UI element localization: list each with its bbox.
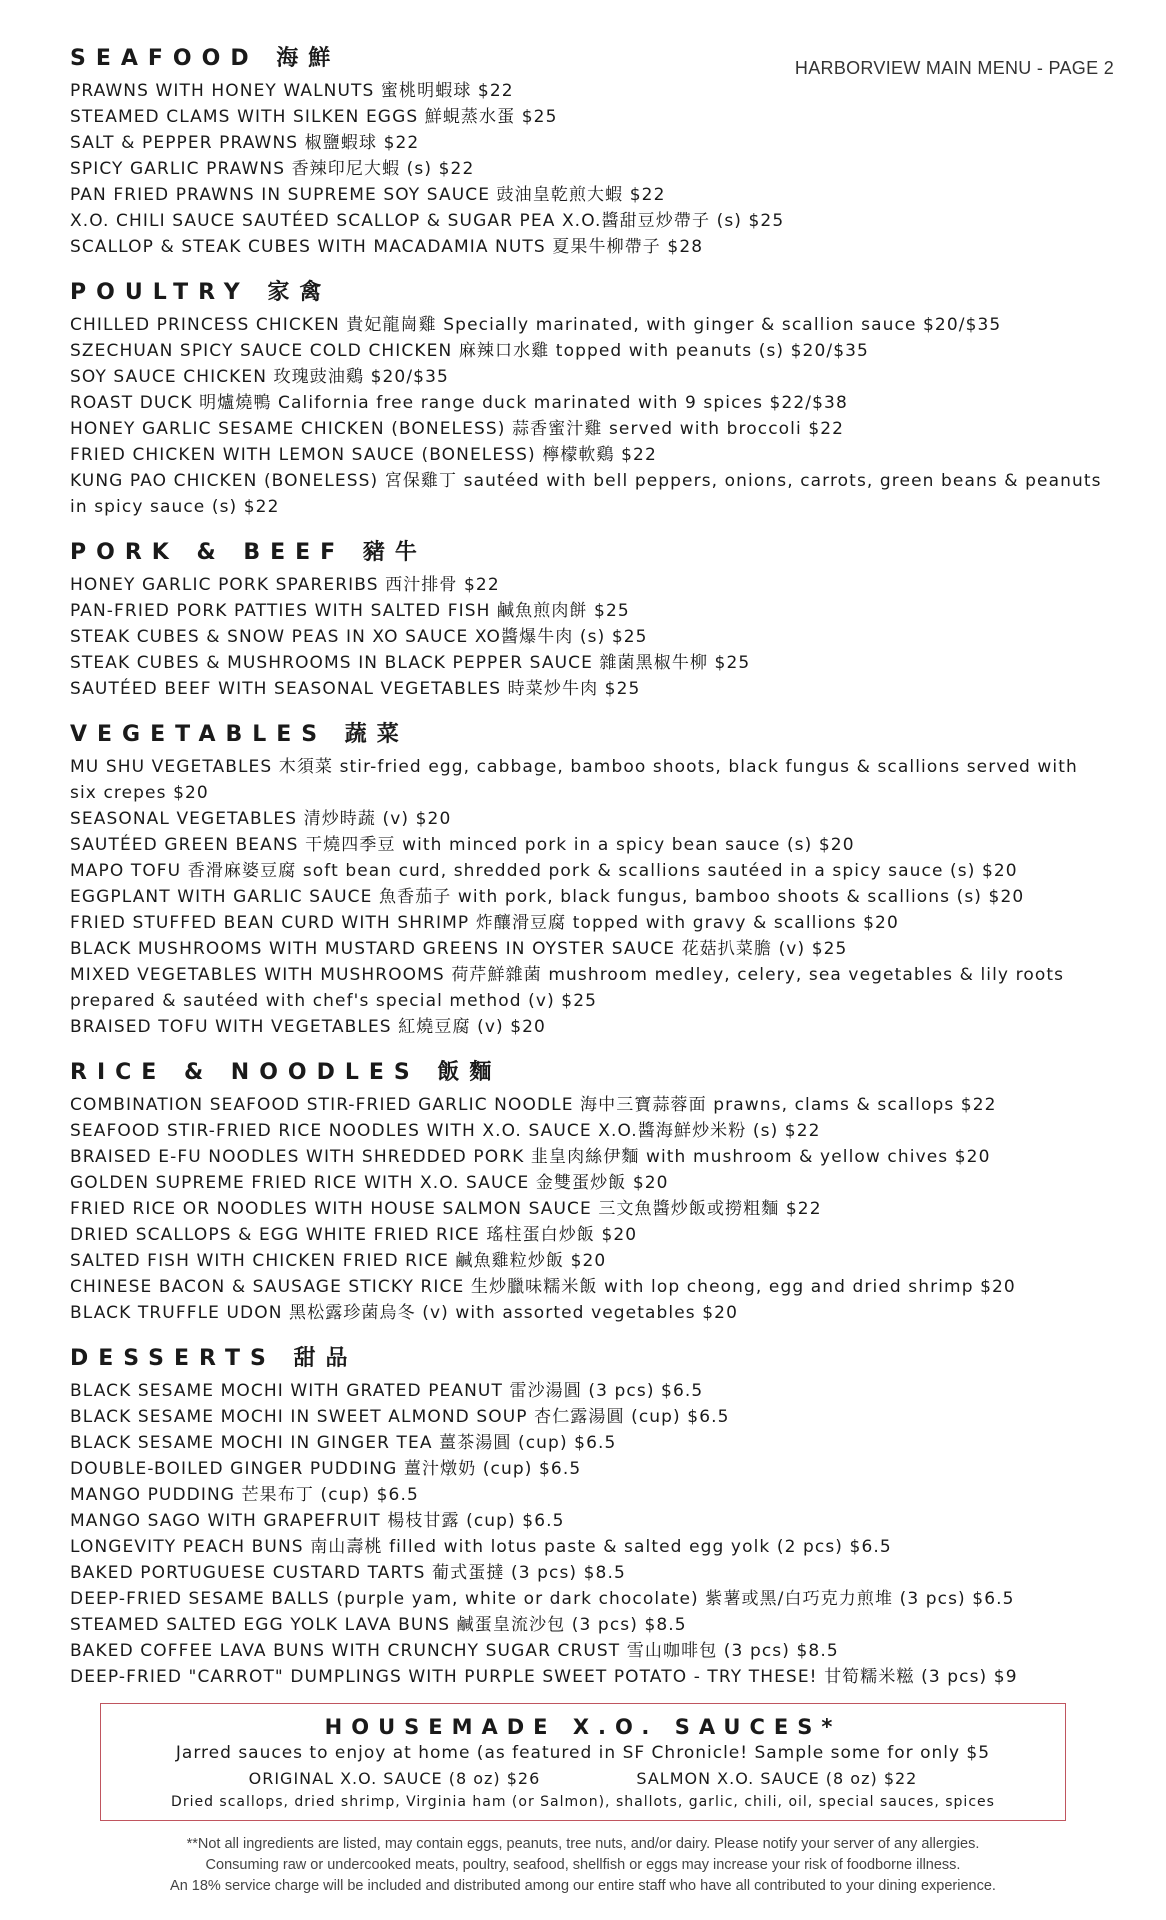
menu-item: STEAK CUBES & SNOW PEAS IN XO SAUCE XO醬爆牛肉 (s) $25	[70, 627, 648, 647]
menu-item: COMBINATION SEAFOOD STIR-FRIED GARLIC NOODLE 海中三寶蒜蓉面 prawns, clams & scallops $22	[70, 1095, 997, 1115]
menu-item: STEAMED CLAMS WITH SILKEN EGGS 鮮蜆蒸水蛋 $25	[70, 107, 558, 127]
raw-food-note: Consuming raw or undercooked meats, poultry, seafood, shellfish or eggs may increase your risk of foodborne illness.	[205, 1857, 961, 1873]
menu-item: SEASONAL VEGETABLES 清炒時蔬 (v) $20	[70, 809, 452, 829]
menu-item: BLACK SESAME MOCHI IN SWEET ALMOND SOUP 杏仁露湯圓 (cup) $6.5	[70, 1407, 730, 1427]
menu-item: CHILLED PRINCESS CHICKEN 貴妃龍崗雞 Specially marinated, with ginger & scallion sauce $20/$35	[70, 315, 1002, 335]
xo-subtitle: Jarred sauces to enjoy at home (as featured in SF Chronicle! Sample some for only $5	[175, 1743, 991, 1763]
menu-item: SALT & PEPPER PRAWNS 椒鹽蝦球 $22	[70, 133, 420, 153]
section-rice-noodles	[70, 1058, 1110, 1326]
menu-item: DRIED SCALLOPS & EGG WHITE FRIED RICE 瑤柱蛋白炒飯 $20	[70, 1225, 638, 1245]
section-title: RICE & NOODLES 飯麵	[70, 1060, 502, 1085]
menu-item: BLACK SESAME MOCHI IN GINGER TEA 薑茶湯圓 (cup) $6.5	[70, 1433, 617, 1453]
section-pork-beef	[70, 538, 1110, 702]
menu-item: DOUBLE-BOILED GINGER PUDDING 薑汁燉奶 (cup) $6.5	[70, 1459, 582, 1479]
menu-item: SOY SAUCE CHICKEN 玫瑰豉油鷄 $20/$35	[70, 367, 449, 387]
section-poultry	[70, 278, 1110, 520]
menu-item: CHINESE BACON & SAUSAGE STICKY RICE 生炒臘味糯米飯 with lop cheong, egg and dried shrimp $20	[70, 1277, 1016, 1297]
menu-item: PRAWNS WITH HONEY WALNUTS 蜜桃明蝦球 $22	[70, 81, 514, 101]
menu-item: STEAMED SALTED EGG YOLK LAVA BUNS 鹹蛋皇流沙包 (3 pcs) $8.5	[70, 1615, 687, 1635]
menu-item: BLACK SESAME MOCHI WITH GRATED PEANUT 雷沙湯圓 (3 pcs) $6.5	[70, 1381, 704, 1401]
menu-item: X.O. CHILI SAUCE SAUTÉED SCALLOP & SUGAR PEA X.O.醬甜豆炒帶子 (s) $25	[70, 211, 785, 231]
menu-item: BLACK TRUFFLE UDON 黑松露珍菌烏冬 (v) with assorted vegetables $20	[70, 1303, 739, 1323]
xo-original-price: ORIGINAL X.O. SAUCE (8 oz) $26	[248, 1769, 541, 1788]
menu-item: MU SHU VEGETABLES 木須菜 stir-fried egg, cabbage, bamboo shoots, black fungus & scallions served with six crepes $20	[70, 757, 1078, 803]
menu-item: MIXED VEGETABLES WITH MUSHROOMS 荷芹鮮雜菌 mushroom medley, celery, sea vegetables & lily roots prepared & sautéed with chef's special method (v) $25	[70, 965, 1065, 1011]
menu-item: BRAISED E-FU NOODLES WITH SHREDDED PORK 韭皇肉絲伊麵 with mushroom & yellow chives $20	[70, 1147, 991, 1167]
menu-item: DEEP-FRIED SESAME BALLS (purple yam, white or dark chocolate) 紫薯或黑/白巧克力煎堆 (3 pcs) $6.5	[70, 1589, 1015, 1609]
menu-item: BLACK MUSHROOMS WITH MUSTARD GREENS IN OYSTER SAUCE 花菇扒菜膽 (v) $25	[70, 939, 848, 959]
page-label: HARBORVIEW MAIN MENU - PAGE 2	[794, 58, 1114, 78]
menu-item: BAKED COFFEE LAVA BUNS WITH CRUNCHY SUGAR CRUST 雪山咖啡包 (3 pcs) $8.5	[70, 1641, 839, 1661]
menu-item: PAN-FRIED PORK PATTIES WITH SALTED FISH 鹹魚煎肉餅 $25	[70, 601, 630, 621]
menu-item: FRIED CHICKEN WITH LEMON SAUCE (BONELESS) 檸檬軟鷄 $22	[70, 445, 657, 465]
menu-item: PAN FRIED PRAWNS IN SUPREME SOY SAUCE 豉油皇乾煎大蝦 $22	[70, 185, 666, 205]
xo-salmon-price: SALMON X.O. SAUCE (8 oz) $22	[636, 1769, 918, 1788]
section-title: VEGETABLES 蔬菜	[70, 722, 409, 747]
menu-item: EGGPLANT WITH GARLIC SAUCE 魚香茄子 with pork, black fungus, bamboo shoots & scallions (s) $20	[70, 887, 1025, 907]
section-title: SEAFOOD 海鮮	[70, 46, 341, 71]
menu-item: DEEP-FRIED "CARROT" DUMPLINGS WITH PURPLE SWEET POTATO - TRY THESE! 甘筍糯米糍 (3 pcs) $9	[70, 1667, 1018, 1687]
menu-item: SPICY GARLIC PRAWNS 香辣印尼大蝦 (s) $22	[70, 159, 475, 179]
section-title: POULTRY 家禽	[70, 280, 332, 305]
xo-ingredients: Dried scallops, dried shrimp, Virginia ham (or Salmon), shallots, garlic, chili, oil, special sauces, spices	[171, 1794, 995, 1810]
menu-item: BRAISED TOFU WITH VEGETABLES 紅燒豆腐 (v) $20	[70, 1017, 546, 1037]
menu-item: MAPO TOFU 香滑麻婆豆腐 soft bean curd, shredded pork & scallions sautéed in a spicy sauce (s) $20	[70, 861, 1018, 881]
service-charge-note: An 18% service charge will be included and distributed among our entire staff who have all contributed to your dining experience.	[170, 1878, 996, 1894]
section-title: DESSERTS 甜品	[70, 1346, 358, 1371]
menu-item: MANGO PUDDING 芒果布丁 (cup) $6.5	[70, 1485, 419, 1505]
xo-title: HOUSEMADE X.O. SAUCES*	[324, 1715, 842, 1739]
menu-item: SZECHUAN SPICY SAUCE COLD CHICKEN 麻辣口水雞 topped with peanuts (s) $20/$35	[70, 341, 869, 361]
section-vegetables	[70, 720, 1110, 1040]
xo-prices	[101, 1766, 1065, 1792]
menu-item: GOLDEN SUPREME FRIED RICE WITH X.O. SAUCE 金雙蛋炒飯 $20	[70, 1173, 669, 1193]
section-title: PORK & BEEF 豬牛	[70, 540, 427, 565]
menu-item: MANGO SAGO WITH GRAPEFRUIT 楊枝甘露 (cup) $6.5	[70, 1511, 565, 1531]
menu-item: FRIED STUFFED BEAN CURD WITH SHRIMP 炸釀滑豆腐 topped with gravy & scallions $20	[70, 913, 899, 933]
menu-item: SCALLOP & STEAK CUBES WITH MACADAMIA NUTS 夏果牛柳帶子 $28	[70, 237, 704, 257]
menu-item: STEAK CUBES & MUSHROOMS IN BLACK PEPPER SAUCE 雜菌黑椒牛柳 $25	[70, 653, 751, 673]
menu-item: SALTED FISH WITH CHICKEN FRIED RICE 鹹魚雞粒炒飯 $20	[70, 1251, 607, 1271]
menu-content	[70, 44, 1110, 1708]
footer-notes	[0, 1834, 1166, 1897]
menu-item: KUNG PAO CHICKEN (BONELESS) 宮保雞丁 sautéed with bell peppers, onions, carrots, green beans & peanuts in spicy sauce (s) $22	[70, 471, 1102, 517]
menu-item: FRIED RICE OR NOODLES WITH HOUSE SALMON SAUCE 三文魚醬炒飯或撈粗麵 $22	[70, 1199, 822, 1219]
menu-item: SEAFOOD STIR-FRIED RICE NOODLES WITH X.O. SAUCE X.O.醬海鮮炒米粉 (s) $22	[70, 1121, 821, 1141]
menu-item: ROAST DUCK 明爐燒鴨 California free range duck marinated with 9 spices $22/$38	[70, 393, 848, 413]
allergy-note: **Not all ingredients are listed, may contain eggs, peanuts, tree nuts, and/or dairy. Please notify your server of any allergies.	[186, 1836, 980, 1852]
menu-item: SAUTÉED GREEN BEANS 干燒四季豆 with minced pork in a spicy bean sauce (s) $20	[70, 835, 855, 855]
xo-sauce-box	[100, 1703, 1066, 1821]
menu-item: LONGEVITY PEACH BUNS 南山壽桃 filled with lotus paste & salted egg yolk (2 pcs) $6.5	[70, 1537, 892, 1557]
section-seafood	[70, 44, 1110, 260]
menu-item: HONEY GARLIC PORK SPARERIBS 西汁排骨 $22	[70, 575, 500, 595]
menu-item: BAKED PORTUGUESE CUSTARD TARTS 葡式蛋撻 (3 pcs) $8.5	[70, 1563, 626, 1583]
menu-item: SAUTÉED BEEF WITH SEASONAL VEGETABLES 時菜炒牛肉 $25	[70, 679, 641, 699]
menu-item: HONEY GARLIC SESAME CHICKEN (BONELESS) 蒜香蜜汁雞 served with broccoli $22	[70, 419, 845, 439]
section-desserts	[70, 1344, 1110, 1690]
